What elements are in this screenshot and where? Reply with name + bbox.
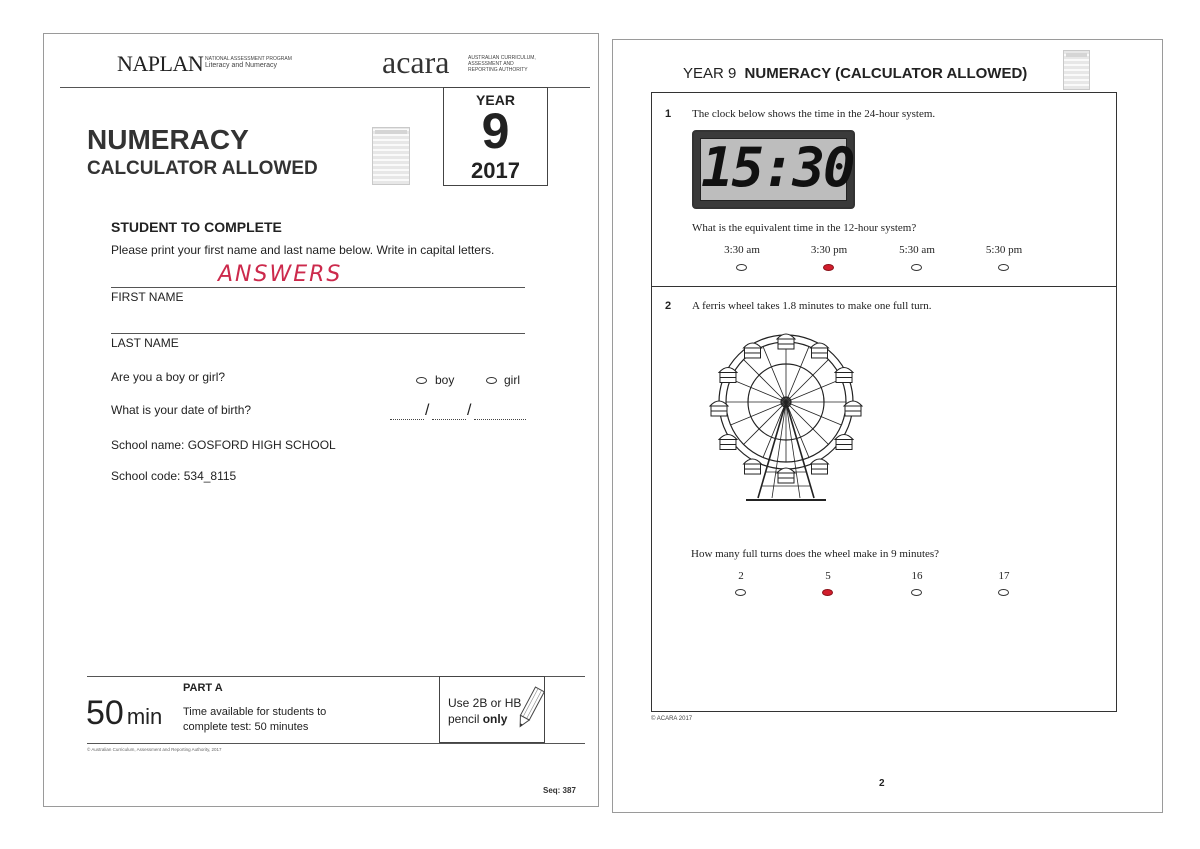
- question-2-option-label: 2: [738, 570, 744, 582]
- first-name-label: FIRST NAME: [111, 290, 184, 304]
- question-1-option-label: 3:30 am: [724, 244, 760, 256]
- gondola: [710, 401, 728, 416]
- question-2-option-bubble[interactable]: [911, 589, 922, 596]
- page-header-subject: NUMERACY (CALCULATOR ALLOWED): [744, 65, 1028, 82]
- time-unit: min: [126, 704, 163, 729]
- pencil-instruction: [448, 695, 521, 727]
- footer-rule-bottom: [87, 743, 585, 744]
- page-copyright: © ACARA 2017: [651, 716, 693, 722]
- question-2-text: A ferris wheel takes 1.8 minutes to make one full turn.: [692, 300, 932, 312]
- gondola: [744, 459, 762, 474]
- question-2-option-bubble[interactable]: [998, 589, 1009, 596]
- clock-time: 15:30: [701, 136, 854, 199]
- time-description-line: Time available for students to: [183, 706, 327, 718]
- page-header: [683, 65, 1027, 82]
- gender-girl-radio[interactable]: [486, 377, 497, 384]
- calculator-icon: [1063, 50, 1090, 90]
- gondola: [777, 334, 795, 349]
- dob-year-line: [474, 419, 526, 420]
- clock-screen: [700, 136, 854, 201]
- naplan-subtitle-line: NATIONAL ASSESSMENT PROGRAM: [205, 56, 292, 62]
- dob-question: What is your date of birth?: [111, 403, 252, 417]
- first-name-handwritten: ANSWERS: [218, 262, 343, 287]
- gondola: [844, 401, 862, 416]
- pencil-icon: [514, 683, 546, 733]
- student-heading: STUDENT TO COMPLETE: [111, 219, 282, 235]
- question-1-option-label: 5:30 am: [899, 244, 935, 256]
- dob-month-line: [432, 419, 466, 420]
- year-value: 2017: [471, 158, 520, 183]
- last-name-label: LAST NAME: [111, 336, 179, 350]
- gondola: [719, 368, 737, 383]
- first-name-line: [111, 287, 525, 288]
- gondola: [744, 343, 762, 358]
- gondola: [835, 368, 853, 383]
- time-number: 50: [86, 694, 124, 732]
- question-2-option-label: 16: [911, 570, 923, 582]
- gondola: [835, 435, 853, 450]
- gender-boy-label: boy: [435, 373, 455, 387]
- question-2-option-label: 5: [825, 570, 831, 582]
- question-1-option-bubble[interactable]: [998, 264, 1009, 271]
- header-rule: [548, 87, 590, 88]
- pencil-instruction-line: Use 2B or HB: [448, 696, 522, 710]
- question-1-option-bubble[interactable]: [823, 264, 834, 271]
- ferris-wheel-illustration: [696, 322, 876, 508]
- naplan-logo-subtitle: [205, 56, 292, 70]
- page-subtitle: CALCULATOR ALLOWED: [87, 158, 318, 179]
- pencil-word: pencil: [448, 712, 480, 726]
- pencil-instruction-line: [448, 711, 521, 727]
- time-description: [183, 705, 326, 735]
- question-2-option-label: 17: [998, 570, 1010, 582]
- question-2-option-bubble[interactable]: [822, 589, 833, 596]
- gondola: [811, 459, 829, 474]
- question-1-option-label: 3:30 pm: [810, 244, 848, 256]
- calculator-icon: [372, 127, 410, 185]
- wheel-spoke: [786, 360, 828, 402]
- year-label: YEAR: [476, 92, 515, 108]
- sequence-number: Seq: 387: [543, 786, 576, 795]
- acara-subtitle-line: REPORTING AUTHORITY: [468, 67, 528, 73]
- dob-separator: /: [425, 402, 430, 419]
- question-1-text: The clock below shows the time in the 24-hour system.: [692, 108, 936, 120]
- question-1-option-label: 5:30 pm: [985, 244, 1023, 256]
- year-box: [443, 87, 548, 186]
- question-1-number: 1: [665, 108, 672, 120]
- acara-logo-subtitle: [468, 55, 536, 73]
- time-value: [86, 694, 162, 733]
- page-number: 2: [879, 778, 885, 789]
- question-2-number: 2: [665, 300, 672, 312]
- school-name: School name: GOSFORD HIGH SCHOOL: [111, 438, 336, 452]
- acara-logo: acara: [382, 44, 450, 80]
- question-1-option-bubble[interactable]: [911, 264, 922, 271]
- gondola: [777, 468, 795, 483]
- acara-subtitle-line: ASSESSMENT AND: [468, 61, 514, 67]
- digital-clock: [692, 130, 855, 209]
- question-2-prompt: How many full turns does the wheel make in 9 minutes?: [691, 548, 940, 560]
- naplan-logo: NAPLAN: [117, 51, 204, 76]
- acara-subtitle-line: AUSTRALIAN CURRICULUM,: [468, 55, 536, 61]
- page-title: NUMERACY: [87, 124, 249, 155]
- pencil-box: [439, 676, 545, 743]
- page-header-year: YEAR 9: [683, 65, 737, 82]
- time-description-line: complete test: 50 minutes: [183, 721, 309, 733]
- last-name-line: [111, 333, 525, 334]
- school-code: School code: 534_8115: [111, 469, 237, 483]
- gender-boy-radio[interactable]: [416, 377, 427, 384]
- question-divider: [651, 286, 1117, 287]
- wheel-spoke: [744, 360, 786, 402]
- gender-question: Are you a boy or girl?: [111, 370, 226, 384]
- cover-copyright: © Australian Curriculum, Assessment and Reporting Authority, 2017: [87, 747, 222, 752]
- gender-girl-label: girl: [504, 373, 521, 387]
- pencil-only: only: [482, 712, 508, 726]
- naplan-subtitle-line: Literacy and Numeracy: [205, 62, 277, 69]
- part-label: PART A: [183, 682, 223, 694]
- dob-field[interactable]: [390, 404, 526, 420]
- year-number: 9: [481, 103, 510, 159]
- dob-separator: /: [467, 402, 472, 419]
- header-rule: [60, 87, 443, 88]
- gondola: [811, 343, 829, 358]
- question-1-option-bubble[interactable]: [736, 264, 747, 271]
- dob-day-line: [390, 419, 424, 420]
- gondola: [719, 435, 737, 450]
- question-2-option-bubble[interactable]: [735, 589, 746, 596]
- question-1-prompt: What is the equivalent time in the 12-hour system?: [692, 222, 917, 234]
- name-instruction: Please print your first name and last name below. Write in capital letters.: [111, 243, 495, 257]
